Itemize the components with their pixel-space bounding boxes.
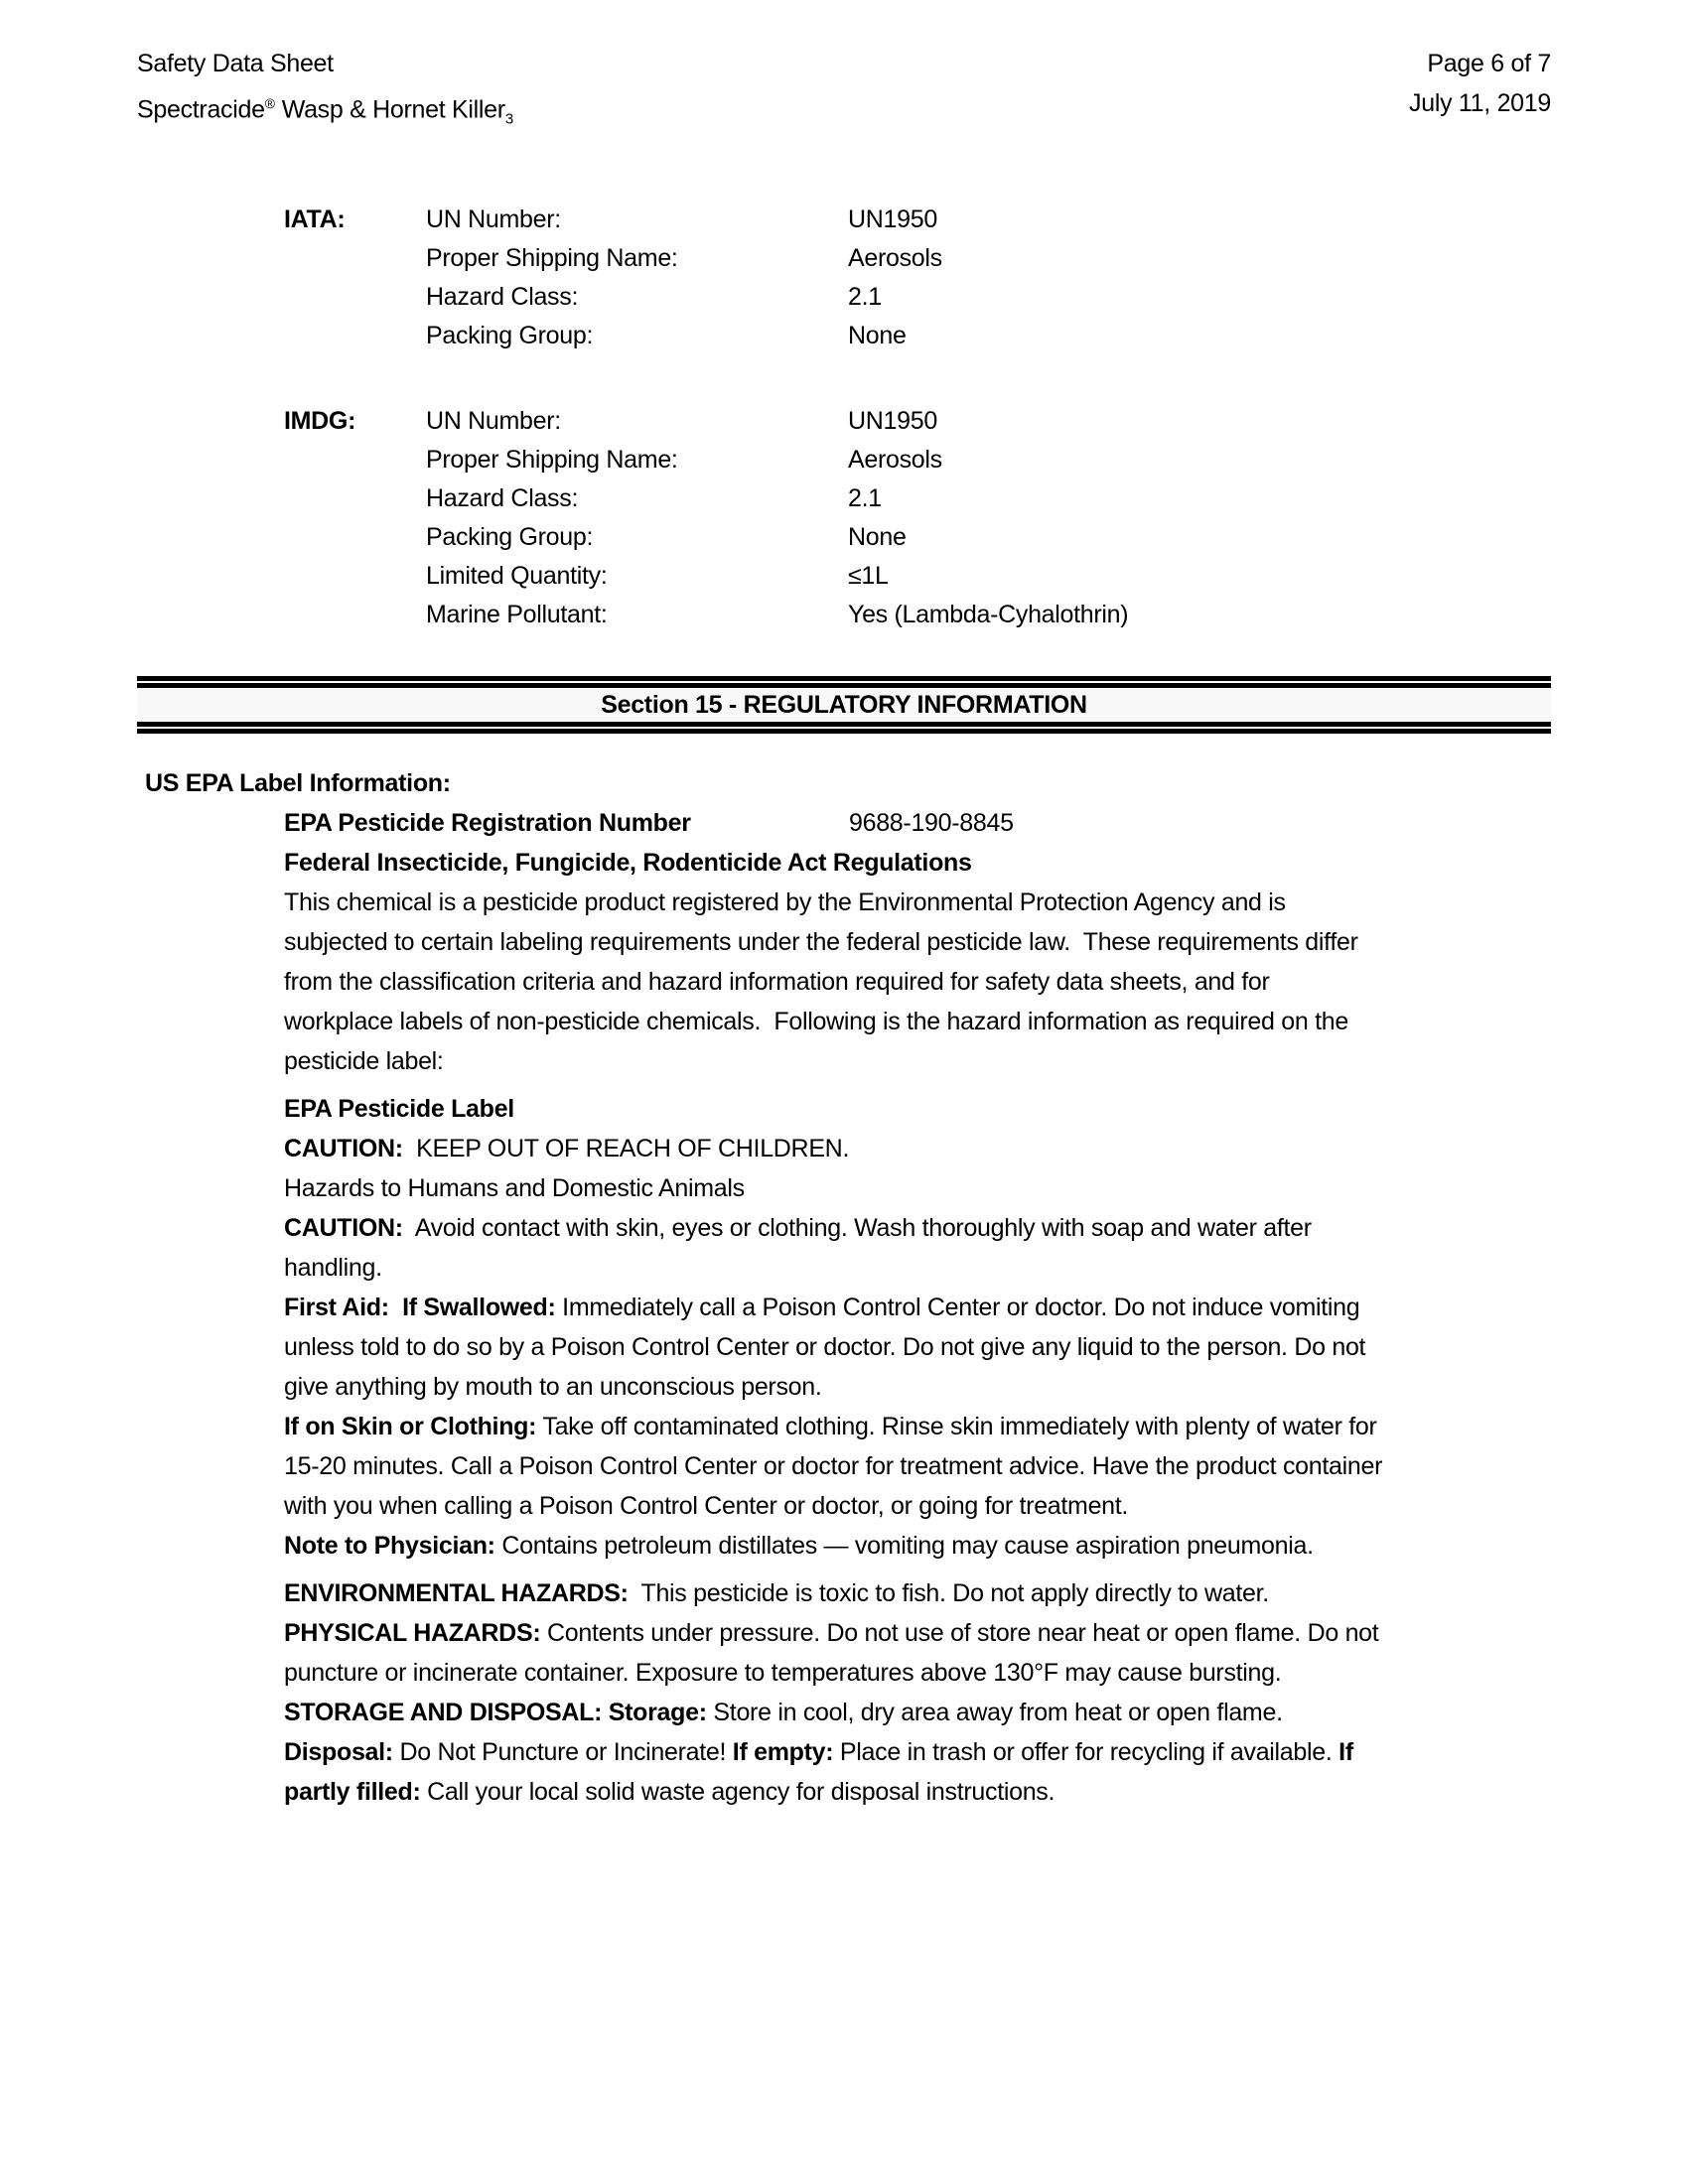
spacer [284, 278, 426, 317]
text-segment: KEEP OUT OF REACH OF CHILDREN. [402, 1135, 850, 1163]
field-value: UN1950 [848, 205, 937, 234]
field-value: Aerosols [848, 244, 942, 273]
bold-segment: CAUTION: [284, 1135, 403, 1163]
registered-trademark-symbol: ® [264, 95, 276, 111]
fifra-paragraph [284, 883, 1384, 1081]
hazards-humans-animals [284, 1168, 1384, 1208]
product-brand: Spectracide [137, 95, 265, 124]
header-right [1409, 44, 1551, 139]
bold-segment: Disposal: [284, 1738, 393, 1767]
field-name: UN Number: [426, 407, 561, 436]
field-name: Proper Shipping Name: [426, 446, 678, 475]
bold-segment: If empty: [732, 1738, 834, 1767]
bold-segment: EPA Pesticide Label [284, 1095, 514, 1124]
bold-segment: If on Skin or Clothing: [284, 1413, 537, 1441]
note-to-physician [284, 1526, 1384, 1566]
text-segment: Immediately call a Poison Control Center or doctor. Do not induce vomiting unless told to do so by a Poison Control Center or doctor. Do not give any liquid to the person. Do not give anything by mouth to an unconscious person. [284, 1294, 1372, 1402]
bold-segment: STORAGE AND DISPOSAL: Storage: [284, 1699, 707, 1727]
table-row [284, 402, 1551, 441]
field-name: Limited Quantity: [426, 562, 608, 591]
field-value: 2.1 [848, 484, 882, 513]
double-rule-top [137, 676, 1551, 688]
regulatory-content [137, 763, 1551, 1812]
product-name-rest: Wasp & Hornet Killer [275, 95, 505, 124]
text-segment: Take off contaminated clothing. Rinse skin immediately with plenty of water for 15-20 minutes. Call a Poison Control Center or doctor for treatment advice. Have the product container with you when calling a Poison Control Center or doctor, or going for treatment. [284, 1413, 1389, 1521]
text-segment: Hazards to Humans and Domestic Animals [284, 1174, 745, 1203]
fifra-heading [284, 843, 1384, 883]
text-segment: This pesticide is toxic to fish. Do not apply directly to water. [628, 1579, 1269, 1608]
document-title: Safety Data Sheet [137, 50, 334, 77]
spacer [284, 441, 426, 479]
table-row [284, 278, 1551, 317]
text-segment: This chemical is a pesticide product registered by the Environmental Protection Agency and is subjected to certain labeling requirements under the federal pesticide law. These requirements differ from the classification criteria and hazard information required for safety data sheets, and for workplace labels of non-pesticide chemicals. Following is the hazard information as required on the pesticide label: [284, 888, 1365, 1076]
revision-date: July 11, 2019 [1409, 89, 1551, 117]
product-name [137, 83, 513, 139]
spacer [284, 239, 426, 278]
us-epa-label-information-heading [145, 763, 1245, 803]
bold-segment: ENVIRONMENTAL HAZARDS: [284, 1579, 629, 1608]
text-segment: Store in cool, dry area away from heat or open flame. [706, 1699, 1283, 1727]
bold-segment: If partly filled: [284, 1738, 1360, 1807]
field-value: None [848, 322, 907, 350]
header-left [137, 44, 513, 139]
first-aid-if-swallowed [284, 1288, 1384, 1407]
field-name: Packing Group: [426, 322, 594, 350]
text-segment: Place in trash or offer for recycling if available. [833, 1738, 1339, 1767]
transport-information [137, 201, 1551, 634]
field-name: UN Number: [426, 205, 561, 234]
table-row [284, 441, 1551, 479]
text-segment: Call your local solid waste agency for disposal instructions. [420, 1778, 1055, 1807]
page-number: Page 6 of 7 [1427, 50, 1551, 77]
section-title: Section 15 - REGULATORY INFORMATION [137, 688, 1551, 722]
table-row [284, 479, 1551, 518]
if-on-skin-or-clothing [284, 1407, 1389, 1526]
physical-hazards [284, 1613, 1384, 1693]
double-rule-bottom [137, 722, 1551, 734]
bold-segment: Note to Physician: [284, 1532, 495, 1561]
epa-registration-number-value: 9688-190-8845 [849, 809, 1014, 838]
table-row [284, 317, 1551, 355]
bold-segment: CAUTION: [284, 1214, 403, 1243]
field-name: Hazard Class: [426, 484, 579, 513]
storage-and-disposal [284, 1693, 1384, 1732]
caution-avoid-contact [284, 1208, 1384, 1288]
spacer [284, 557, 426, 596]
table-row [284, 557, 1551, 596]
text-segment: Contents under pressure. Do not use of store near heat or open flame. Do not puncture or incinerate container. Exposure to temperatures above 130°F may cause bursting. [284, 1619, 1386, 1688]
field-value: UN1950 [848, 407, 937, 436]
bold-segment: First Aid: If Swallowed: [284, 1294, 556, 1322]
spacer [284, 596, 426, 634]
iata-group [137, 201, 1551, 355]
field-value: None [848, 523, 907, 552]
environmental-hazards [284, 1573, 1384, 1613]
spacer [284, 518, 426, 557]
page-header [137, 44, 1551, 139]
text-segment: Contains petroleum distillates — vomiting may cause aspiration pneumonia. [494, 1532, 1314, 1561]
caution-keep-out [284, 1129, 1384, 1168]
iata-label: IATA: [284, 205, 346, 234]
field-value: Yes (Lambda-Cyhalothrin) [848, 601, 1129, 629]
field-value: 2.1 [848, 283, 882, 312]
text-segment: Do Not Puncture or Incinerate! [392, 1738, 733, 1767]
bold-segment: PHYSICAL HAZARDS: [284, 1619, 541, 1648]
bold-segment: US EPA Label Information: [145, 769, 451, 798]
product-subscript: 3 [504, 110, 514, 128]
field-name: Proper Shipping Name: [426, 244, 678, 273]
imdg-label: IMDG: [284, 407, 356, 436]
field-name: Hazard Class: [426, 283, 579, 312]
field-name: Marine Pollutant: [426, 601, 608, 629]
spacer [284, 479, 426, 518]
table-row [284, 596, 1551, 634]
table-row [284, 239, 1551, 278]
table-row [284, 201, 1551, 239]
epa-registration-number-label: EPA Pesticide Registration Number [284, 809, 691, 838]
section-15-header [137, 676, 1551, 734]
text-segment: Avoid contact with skin, eyes or clothing. Wash thoroughly with soap and water after handling. [284, 1214, 1319, 1283]
epa-registration-number [284, 803, 1384, 843]
disposal [284, 1732, 1384, 1812]
table-row [284, 518, 1551, 557]
imdg-group [137, 402, 1551, 634]
spacer [284, 317, 426, 355]
epa-pesticide-label-heading [284, 1089, 1384, 1129]
field-name: Packing Group: [426, 523, 594, 552]
field-value: ≤1L [848, 562, 889, 591]
bold-segment: Federal Insecticide, Fungicide, Rodenticide Act Regulations [284, 849, 972, 878]
field-value: Aerosols [848, 446, 942, 475]
